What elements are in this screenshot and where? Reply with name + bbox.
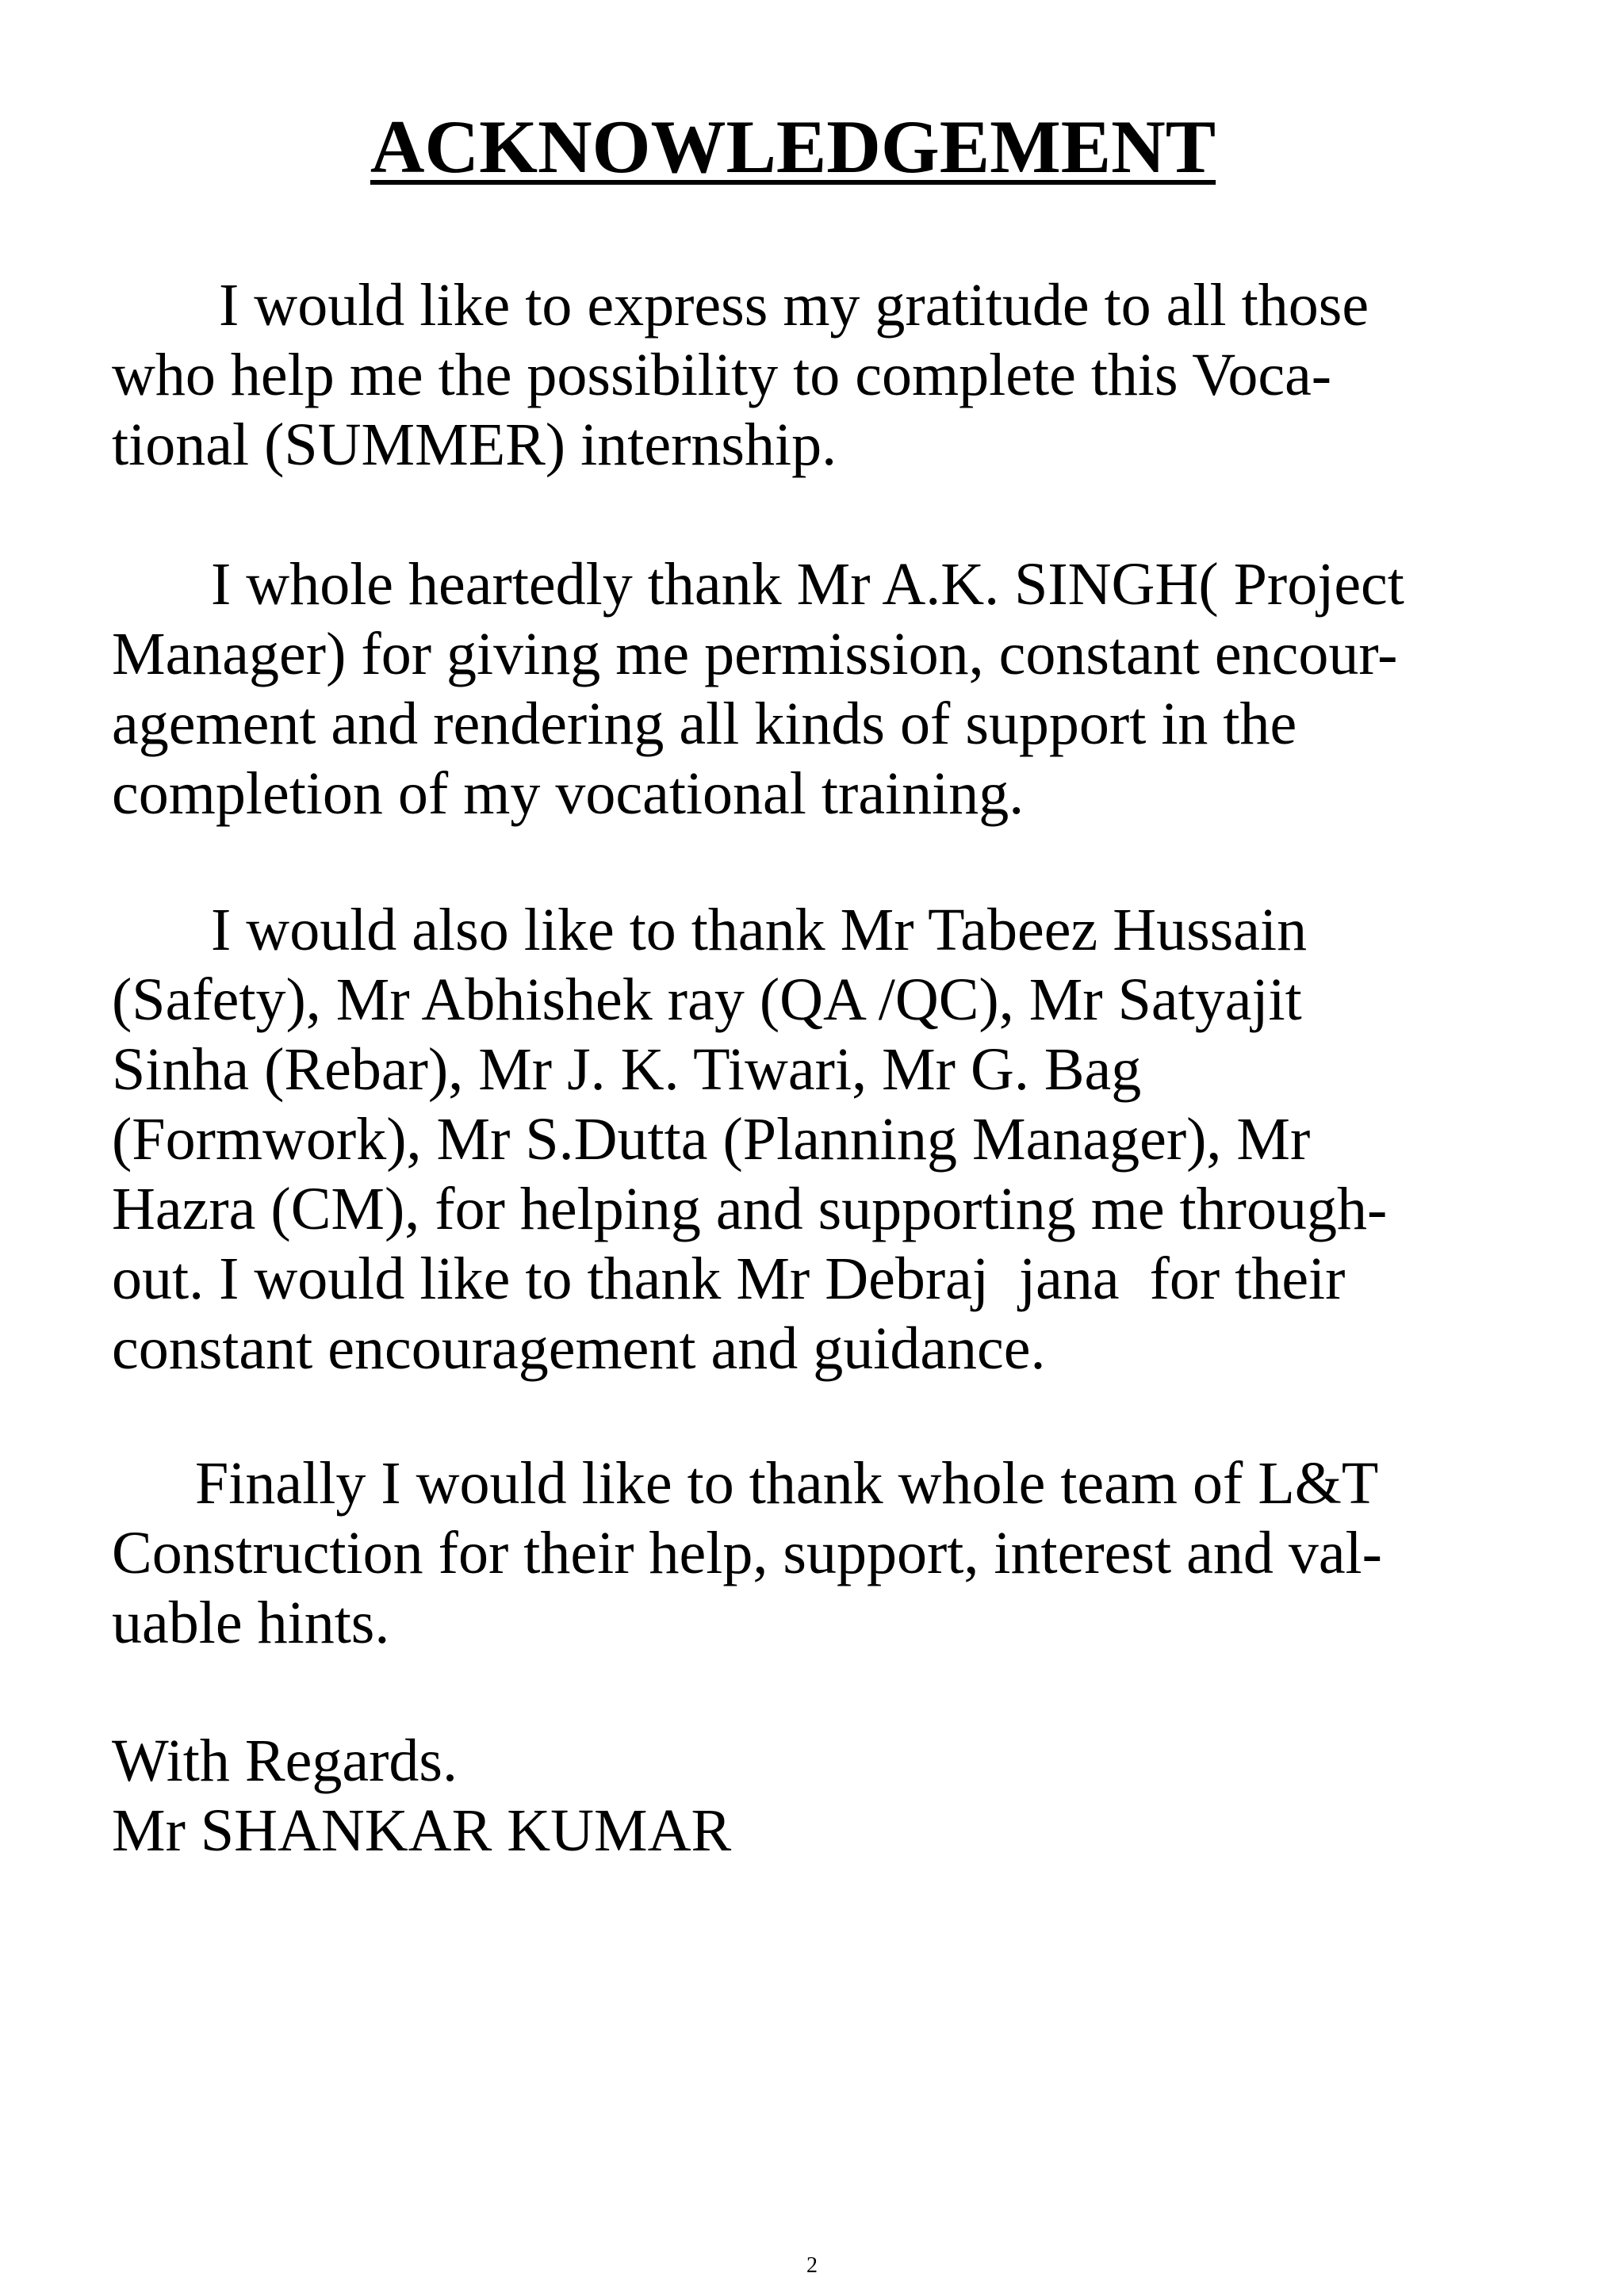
paragraph-line: I would also like to thank Mr Tabeez Hussain (211, 897, 1308, 963)
page-number: 2 (806, 2253, 818, 2278)
paragraph-project-manager (112, 549, 1539, 828)
paragraph-line: I whole heartedly thank Mr A.K. SINGH( Project (211, 551, 1404, 618)
paragraph-line: (Formwork), Mr S.Dutta (Planning Manager), Mr (112, 1106, 1311, 1173)
page-title: ACKNOWLEDGEMENT (370, 105, 1216, 189)
paragraph-line: Manager) for giving me permission, constant encour- (112, 621, 1398, 687)
paragraph-line: Sinha (Rebar), Mr J. K. Tiwari, Mr G. Bag (112, 1036, 1142, 1103)
paragraph-line: completion of my vocational training. (112, 760, 1025, 827)
paragraph-line: Finally I would like to thank whole team of L&T (195, 1450, 1379, 1517)
paragraph-company-thanks (112, 1448, 1539, 1658)
paragraph-team-thanks (112, 895, 1539, 1383)
closing-salutation: With Regards. (112, 1728, 458, 1794)
paragraph-line: out. I would like to thank Mr Debraj jana for their (112, 1246, 1346, 1312)
paragraph-line: Construction for their help, support, interest and val- (112, 1520, 1382, 1586)
paragraph-line: I would like to express my gratitude to all those (219, 272, 1369, 339)
paragraph-line: Hazra (CM), for helping and supporting me through- (112, 1176, 1388, 1242)
paragraph-line: (Safety), Mr Abhishek ray (QA /QC), Mr Satyajit (112, 966, 1302, 1033)
paragraph-line: who help me the possibility to complete this Voca- (112, 342, 1332, 408)
paragraph-line: constant encouragement and guidance. (112, 1315, 1046, 1382)
closing-block (112, 1726, 1539, 1866)
paragraph-line: tional (SUMMER) internship. (112, 411, 837, 478)
paragraph-line: agement and rendering all kinds of support in the (112, 691, 1297, 757)
paragraph-intro (112, 270, 1539, 480)
signature-name: Mr SHANKAR KUMAR (112, 1797, 732, 1864)
paragraph-line: uable hints. (112, 1590, 390, 1656)
